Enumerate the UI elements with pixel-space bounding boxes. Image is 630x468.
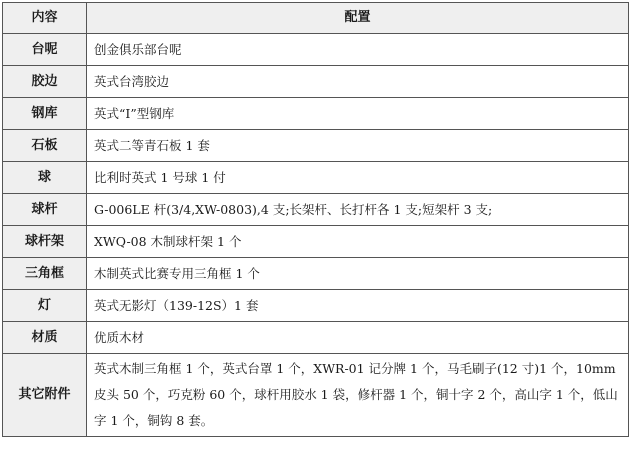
- table-row-pocket: [3, 98, 629, 130]
- row-key: 球杆架: [3, 226, 87, 258]
- row-key: 钢库: [3, 98, 87, 130]
- row-value: 英式台湾胶边: [87, 66, 629, 98]
- row-key: 三角框: [3, 258, 87, 290]
- row-value: 英式木制三角框 1 个，英式台罩 1 个，XWR-01 记分牌 1 个，马毛刷子(12 寸)1 个，10mm 皮头 50 个，巧克粉 60 个，球杆用胶水 1 袋，修杆器 1 个，铜十字 2 个，高山字 1 个，低山字 1 个，铜钩 8 套。: [87, 354, 629, 437]
- table-row-triangle: [3, 258, 629, 290]
- row-value: 英式二等青石板 1 套: [87, 130, 629, 162]
- row-key: 胶边: [3, 66, 87, 98]
- row-value: 木制英式比赛专用三角框 1 个: [87, 258, 629, 290]
- row-value: 比利时英式 1 号球 1 付: [87, 162, 629, 194]
- table-row-slate: [3, 130, 629, 162]
- table-row-cues: [3, 194, 629, 226]
- row-key: 球杆: [3, 194, 87, 226]
- row-value: 创金俱乐部台呢: [87, 34, 629, 66]
- table-row-cue-rack: [3, 226, 629, 258]
- row-key: 其它附件: [3, 354, 87, 437]
- table-row-accessories: [3, 354, 629, 437]
- row-key: 台呢: [3, 34, 87, 66]
- table-header-row: [3, 3, 629, 34]
- row-key: 材质: [3, 322, 87, 354]
- header-content: 内容: [3, 3, 87, 34]
- row-value: XWQ-08 木制球杆架 1 个: [87, 226, 629, 258]
- table-row-cloth: [3, 34, 629, 66]
- row-key: 石板: [3, 130, 87, 162]
- header-config: 配置: [87, 3, 629, 34]
- row-key: 球: [3, 162, 87, 194]
- row-value: 优质木材: [87, 322, 629, 354]
- table-row-cushion: [3, 66, 629, 98]
- config-table: [2, 2, 629, 437]
- table-row-light: [3, 290, 629, 322]
- row-value: 英式“I”型钢库: [87, 98, 629, 130]
- table-row-material: [3, 322, 629, 354]
- table-row-balls: [3, 162, 629, 194]
- row-key: 灯: [3, 290, 87, 322]
- row-value: 英式无影灯（139-12S）1 套: [87, 290, 629, 322]
- row-value: G-006LE 杆(3/4,XW-0803),4 支;长架杆、长打杆各 1 支;短架杆 3 支;: [87, 194, 629, 226]
